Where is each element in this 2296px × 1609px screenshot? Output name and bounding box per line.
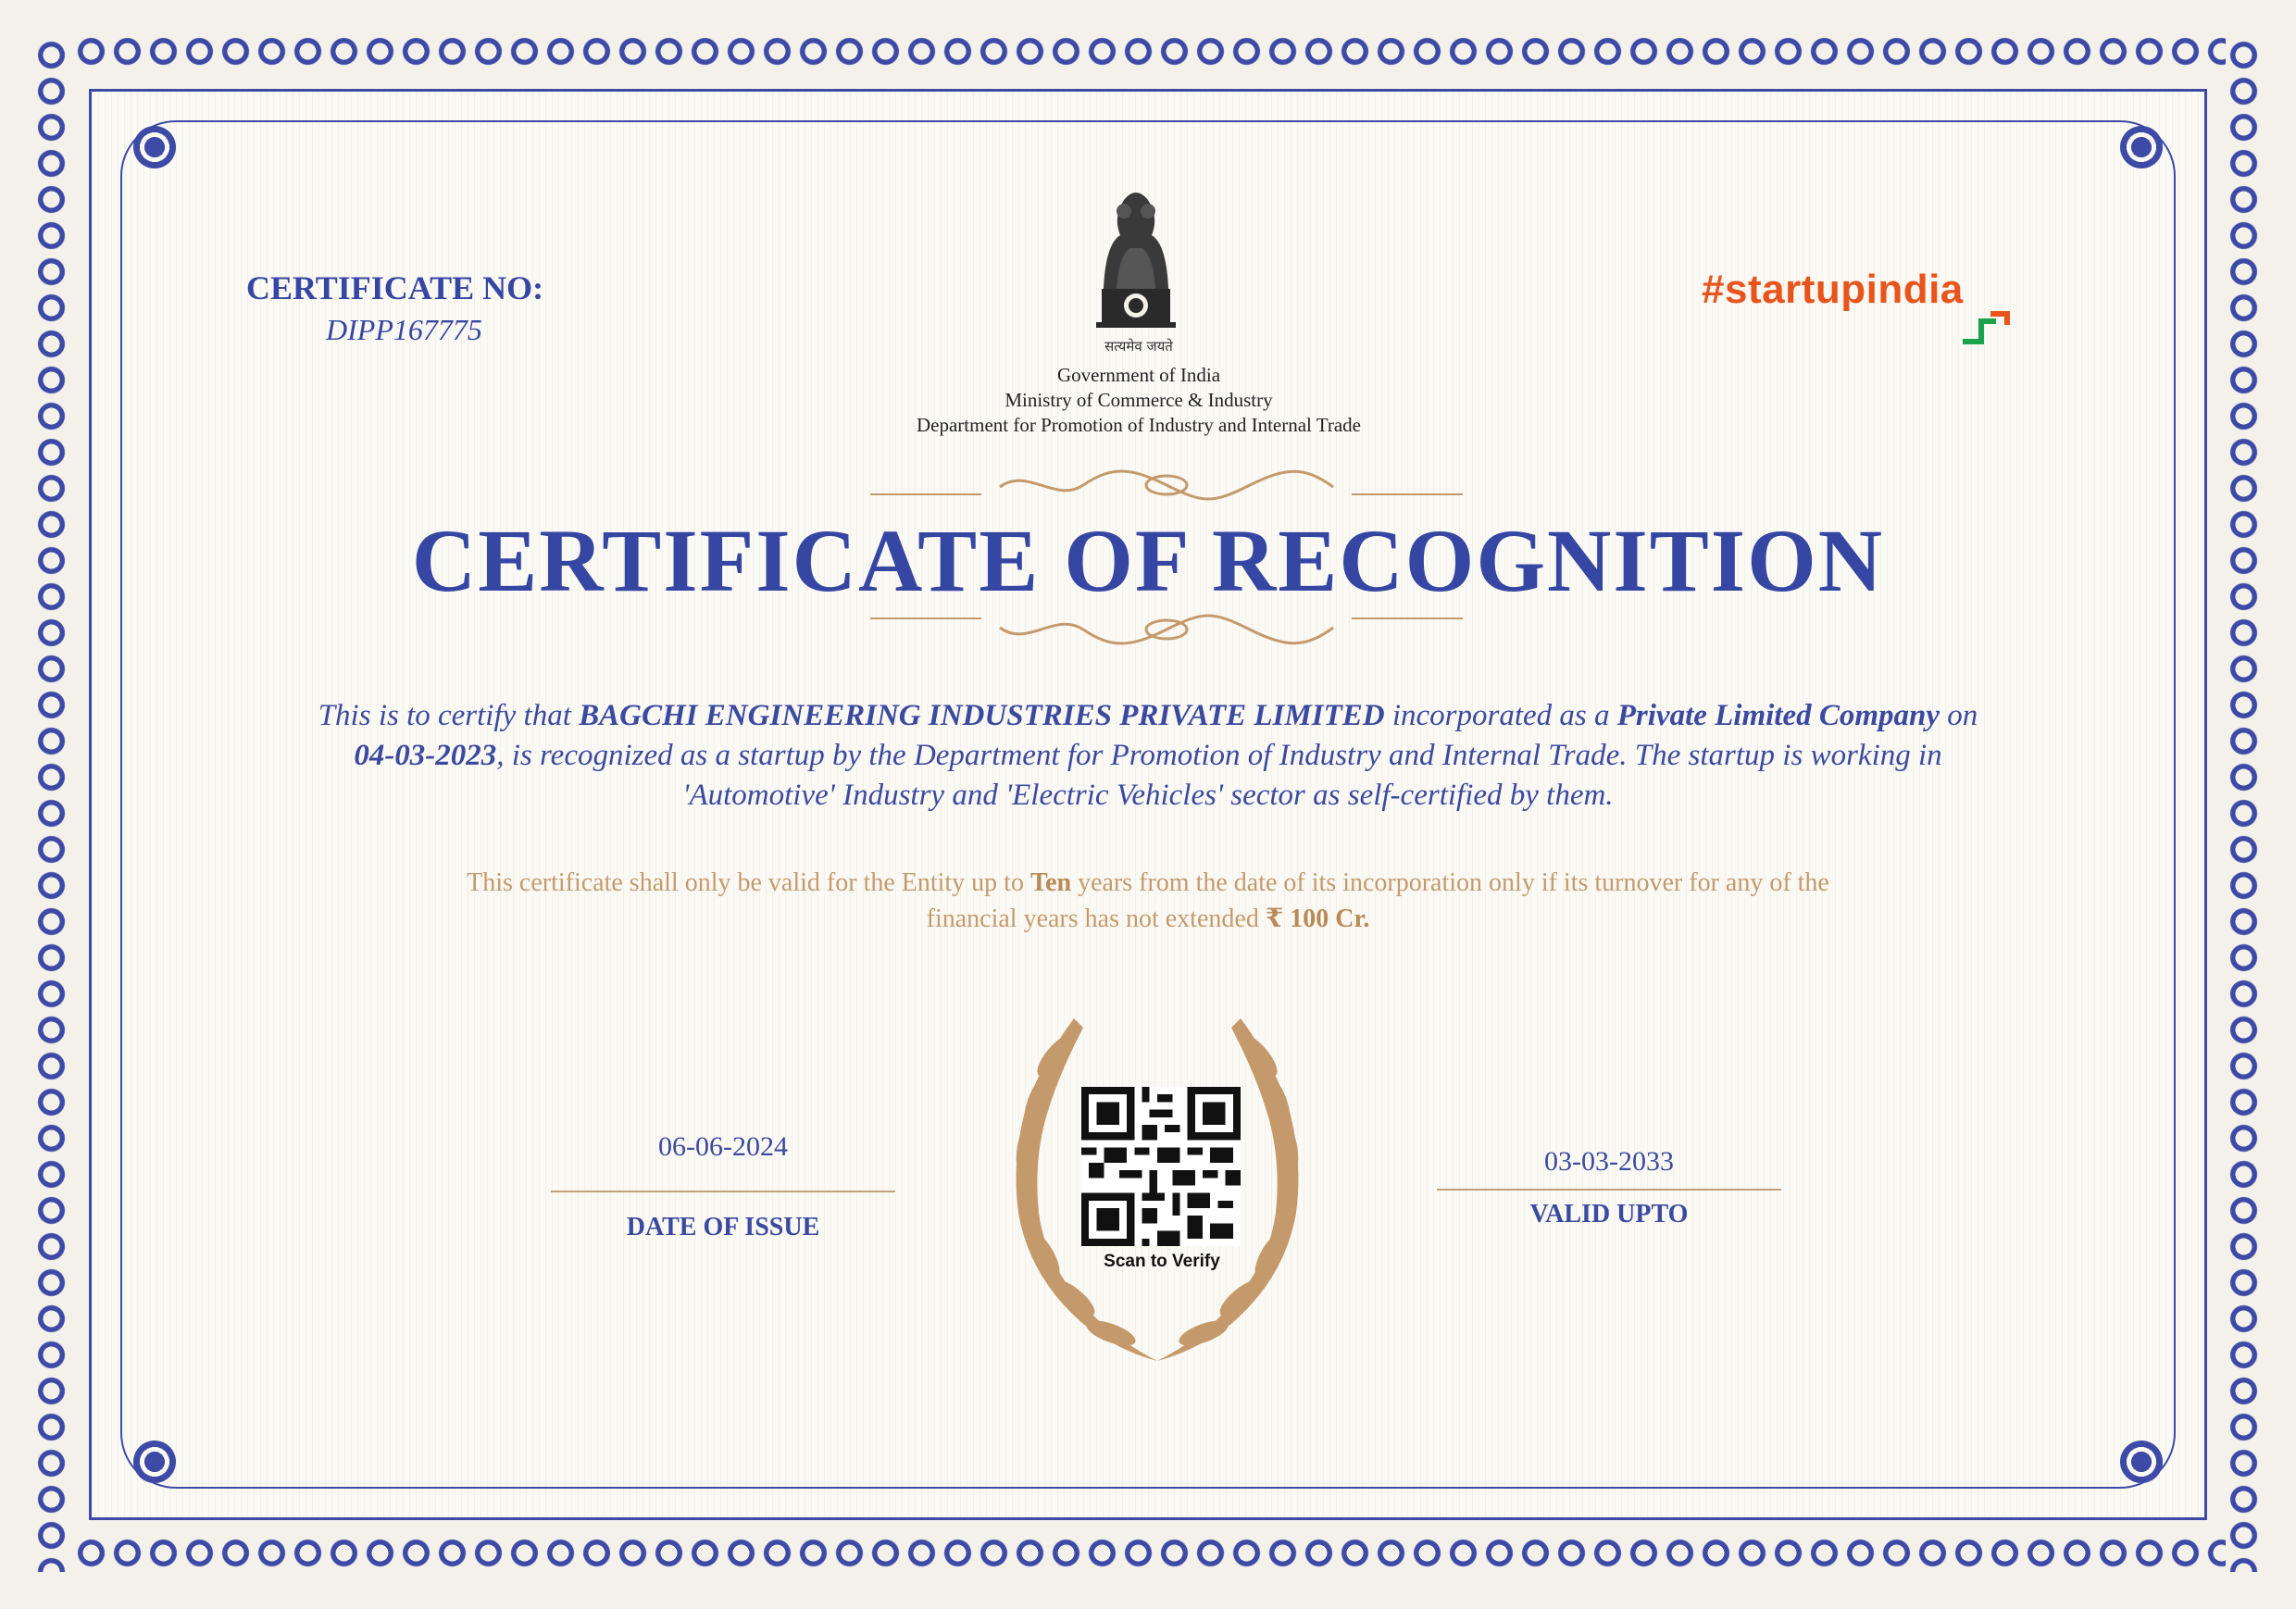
validity-part2: years from the date of its incorporation only if its turnover for any of the financial years has not extended: [926, 868, 1829, 933]
issuing-authority: [778, 363, 1500, 438]
certificate-title: CERTIFICATE OF RECOGNITION: [411, 511, 1885, 610]
corner-ornament-bottom-left: [133, 1441, 176, 1483]
issue-date-label: DATE OF ISSUE: [626, 1213, 820, 1241]
border-bottom: [37, 1535, 2259, 1572]
qr-label: Scan to Verify: [1104, 1252, 1220, 1271]
body-recognition: , is recognized as a startup by the Department for Promotion of Industry and Internal Trade. The startup is working in 'Automotive' Industry and 'Electric Vehicles' sector as self-certified by them.: [496, 739, 1942, 812]
certificate-number-label: CERTIFICATE NO:: [246, 269, 544, 306]
title-ornament-top: [870, 467, 1463, 504]
validity-note: [463, 865, 1833, 937]
border-top: [37, 33, 2259, 70]
turnover-limit: ₹ 100 Cr.: [1265, 904, 1370, 933]
incorporation-date: 04-03-2023: [354, 739, 497, 772]
border-left: [33, 37, 70, 1572]
issuer-department: Department for Promotion of Industry and Internal Trade: [917, 414, 1361, 436]
valid-upto-label: VALID UPTO: [1529, 1200, 1689, 1229]
certificate-body: [296, 696, 2000, 816]
issuer-ministry: Ministry of Commerce & Industry: [1004, 389, 1273, 411]
issue-date-line: [551, 1191, 895, 1192]
valid-upto-date: 03-03-2033: [1544, 1146, 1674, 1177]
startup-india-logo: #startupindia: [1702, 267, 1964, 312]
validity-part1: This certificate shall only be valid for the Entity up to: [467, 868, 1030, 897]
certificate-number-value: DIPP167775: [326, 313, 482, 346]
title-ornament-bottom: [870, 611, 1463, 648]
corner-ornament-top-right: [2120, 126, 2163, 168]
company-type: Private Limited Company: [1616, 699, 1940, 732]
company-name: BAGCHI ENGINEERING INDUSTRIES PRIVATE LIMITED: [579, 699, 1385, 732]
issue-date: 06-06-2024: [658, 1131, 788, 1162]
national-emblem-icon: [1076, 180, 1196, 337]
qr-code[interactable]: [1081, 1087, 1241, 1246]
startup-india-mark-icon: [1959, 308, 2015, 345]
body-incorporated: incorporated as a: [1384, 699, 1617, 732]
emblem-motto: सत्यमेव जयते: [1104, 338, 1173, 355]
issuer-government: Government of India: [1056, 364, 1221, 386]
body-on: on: [1940, 699, 1978, 732]
valid-upto-line: [1437, 1189, 1781, 1191]
corner-ornament-top-left: [133, 126, 176, 168]
validity-years: Ten: [1029, 868, 1072, 897]
body-intro: This is to certify that: [318, 699, 580, 732]
border-right: [2226, 37, 2263, 1572]
corner-ornament-bottom-right: [2120, 1441, 2163, 1483]
